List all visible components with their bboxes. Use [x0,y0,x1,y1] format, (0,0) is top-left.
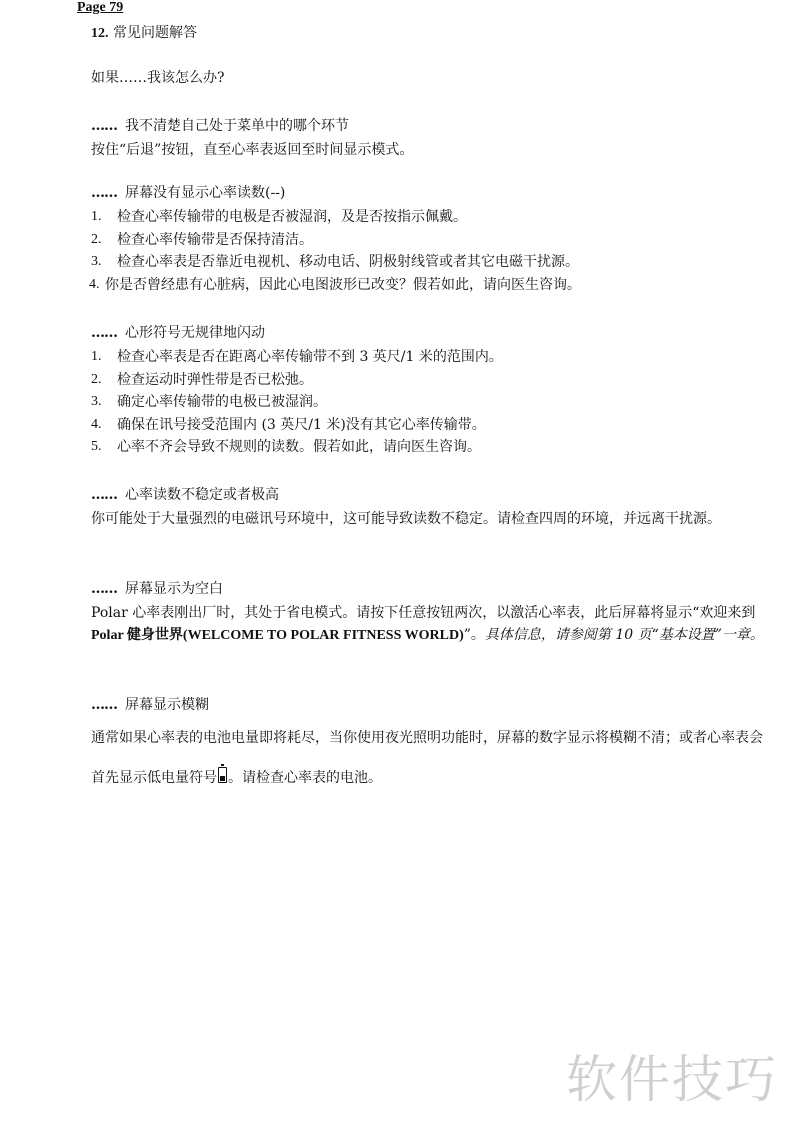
faq-section-no-reading [91,182,771,296]
list-item: 3. 确定心率传输带的电极已被湿润。 [91,394,327,410]
answer-text: 你可能处于大量强烈的电磁讯号环境中，这可能导致读数不稳定。请检查四周的环境，并远离干扰源。 [91,511,721,527]
list-item: 5. 心率不齐会导致不规则的读数。假若如此，请向医生咨询。 [91,439,481,455]
low-battery-icon [218,767,227,783]
faq-question [91,182,771,204]
list-item: 4. 你是否曾经患有心脏病，因此心电图波形已改变？假若如此，请向医生咨询。 [89,276,581,293]
reference-note: 具体信息，请参阅第 10 页“基本设置”一章。 [484,627,764,643]
list-item: 2. 检查运动时弹性带是否已松弛。 [91,371,313,388]
chapter-title-text: 常见问题解答 [112,25,197,41]
faq-question [91,115,771,137]
question-text: 屏幕没有显示心率读数(--) [125,185,286,201]
list-item: 4. 确保在讯号接受范围内 (3 英尺/1 米)没有其它心率传输带。 [91,416,486,433]
welcome-text: Polar 健身世界(WELCOME TO POLAR FITNESS WORLD) [91,628,464,643]
list-item: 2. 检查心率传输带是否保持清洁。 [91,231,313,248]
question-text: 我不清楚自己处于菜单中的哪个环节 [125,118,349,134]
ellipsis: …… [91,487,117,503]
question-text: 屏幕显示模糊 [125,697,209,713]
ellipsis: …… [91,185,117,201]
answer-text: 按住“后退”按钮，直至心率表返回至时间显示模式。 [91,142,414,158]
faq-section-blank-screen [91,578,771,647]
list-item: 1. 检查心率表是否在距离心率传输带不到 3 英尺/1 米的范围内。 [91,349,503,365]
answer-list [91,206,771,296]
chapter-title [91,22,197,42]
list-item: 1. 检查心率传输带的电极是否被湿润，及是否按指示佩戴。 [91,209,467,225]
watermark: 软件技巧 [566,1051,779,1110]
ellipsis: …… [91,697,117,713]
answer-text: Polar 心率表刚出厂时，其处于省电模式。请按下任意按钮两次，以激活心率表，此后屏幕将显示“欢迎来到Polar 健身世界(WELCOME TO POLAR FITNESS WORLD)”。具体信息，请参阅第 10 页“基本设置”一章。 [91,605,764,643]
question-text: 心形符号无规律地闪动 [125,325,265,341]
faq-question [91,578,771,600]
answer-list [91,346,771,459]
faq-section-heart-symbol [91,322,771,459]
faq-section-unstable [91,484,771,530]
faq-question [91,322,771,344]
ellipsis: …… [91,118,117,134]
faq-question [91,484,771,506]
faq-section-menu [91,115,771,161]
list-item: 3. 检查心率表是否靠近电视机、移动电话、阴极射线管或者其它电磁干扰源。 [91,254,579,270]
question-text: 屏幕显示为空白 [125,581,223,597]
chapter-number: 12. [91,26,109,41]
ellipsis: …… [91,581,117,597]
intro-line: 如果……我该怎么办? [91,70,225,86]
ellipsis: …… [91,325,117,341]
question-text: 心率读数不稳定或者极高 [125,487,279,503]
faq-question [91,694,771,716]
answer-text: 通常如果心率表的电池电量即将耗尽，当你使用夜光照明功能时，屏幕的数字显示将模糊不清；或者心率表会首先显示低电量符号 。请检查心率表的电池。 [91,730,763,786]
faq-section-blurry [91,694,771,798]
page-label: Page 79 [77,0,124,15]
